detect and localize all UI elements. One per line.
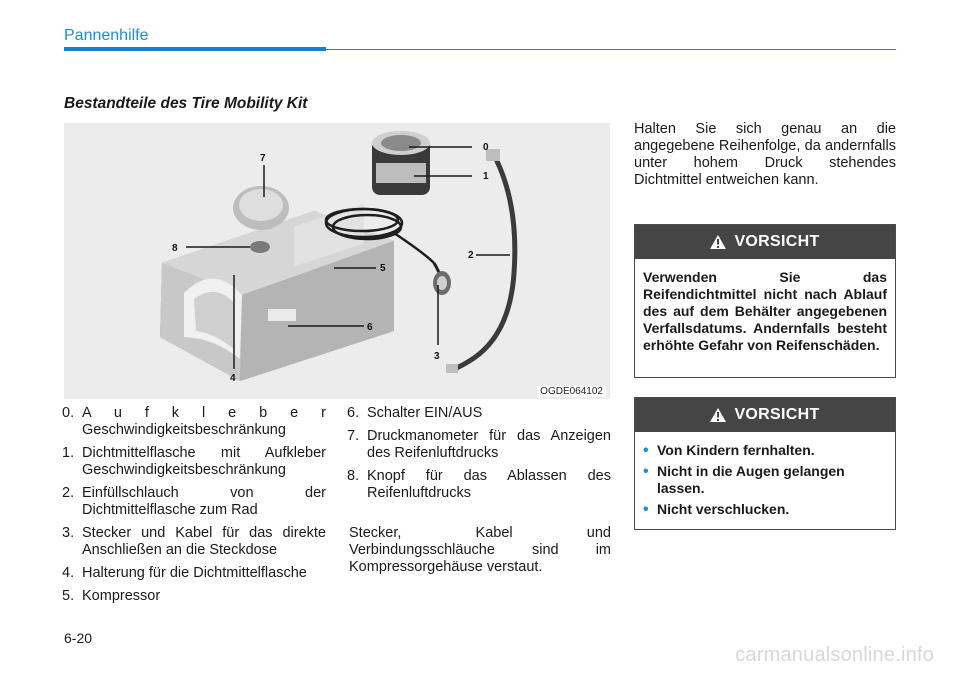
- figure-code: OGDE064102: [537, 386, 606, 397]
- parts-list-left: [62, 405, 326, 611]
- bullet-icon: •: [643, 463, 649, 480]
- section-title: Pannenhilfe: [64, 27, 149, 44]
- header-rule-thick: [64, 47, 326, 51]
- warning-triangle-icon: [710, 235, 726, 249]
- list-item: • Von Kindern fernhalten.: [643, 442, 815, 459]
- list-item: 3. Stecker und Kabel für das direkte Anschließen an die Steckdose: [62, 525, 326, 558]
- caution-box-safety: [634, 397, 896, 530]
- storage-note: Stecker, Kabel und Verbindungsschläuche sind im Kompressorgehäuse verstaut.: [349, 525, 611, 575]
- subheading: Bestandteile des Tire Mobility Kit: [64, 95, 308, 112]
- order-note: Halten Sie sich genau an die angegebene Reihenfolge, da andernfalls unter hohem Druck stehendes Dichtmittel entweichen kann.: [634, 121, 896, 188]
- callout-7: 7: [260, 153, 266, 164]
- caution-text: Verwenden Sie das Reifendichtmittel nicht nach Ablauf des auf dem Behälter angegebenen Verfallsdatums. Andernfalls besteht erhöhte Gefahr von Reifenschäden.: [643, 269, 887, 353]
- kit-illustration: [64, 123, 610, 399]
- header-rule-thin: [326, 49, 896, 50]
- watermark: carmanualsonline.info: [735, 644, 934, 666]
- list-item: 8. Knopf für das Ablassen des Reifenluftdrucks: [347, 468, 611, 501]
- bullet-icon: •: [643, 501, 649, 518]
- list-item: 4. Halterung für die Dichtmittelflasche: [62, 565, 307, 581]
- callout-6: 6: [367, 322, 373, 333]
- caution-title: VORSICHT: [734, 233, 820, 250]
- callout-8: 8: [172, 243, 178, 254]
- warning-triangle-icon: [710, 408, 726, 422]
- caution-bullets: [643, 442, 887, 518]
- tire-mobility-kit-figure: [64, 123, 610, 399]
- caution-box-expiry: [634, 224, 896, 378]
- bullet-icon: •: [643, 442, 649, 459]
- parts-list-right: [347, 405, 611, 508]
- list-item: 0. A u f k l e b e r Geschwindigkeitsbeschränkung: [62, 405, 326, 438]
- list-item: • Nicht in die Augen gelangen lassen.: [643, 463, 845, 496]
- callout-0: 0: [483, 142, 489, 153]
- list-item: 6. Schalter EIN/AUS: [347, 405, 483, 421]
- callout-3: 3: [434, 351, 440, 362]
- callout-2: 2: [468, 250, 474, 261]
- list-item: 1. Dichtmittelflasche mit Aufkleber Geschwindigkeitsbeschränkung: [62, 445, 326, 478]
- caution-header: [635, 225, 895, 259]
- list-item: 5. Kompressor: [62, 588, 161, 604]
- page-number: 6-20: [64, 630, 93, 646]
- caution-header: [635, 398, 895, 432]
- sealant-bottle-illustration: [372, 131, 430, 195]
- callout-4: 4: [230, 373, 236, 384]
- callout-5: 5: [380, 263, 386, 274]
- caution-title: VORSICHT: [734, 406, 820, 423]
- list-item: 7. Druckmanometer für das Anzeigen des Reifenluftdrucks: [347, 428, 611, 461]
- valve-adapter-illustration: [446, 364, 458, 373]
- callout-1: 1: [483, 171, 489, 182]
- list-item: 2. Einfüllschlauch von der Dichtmittelflasche zum Rad: [62, 485, 326, 518]
- list-item: • Nicht verschlucken.: [643, 501, 790, 518]
